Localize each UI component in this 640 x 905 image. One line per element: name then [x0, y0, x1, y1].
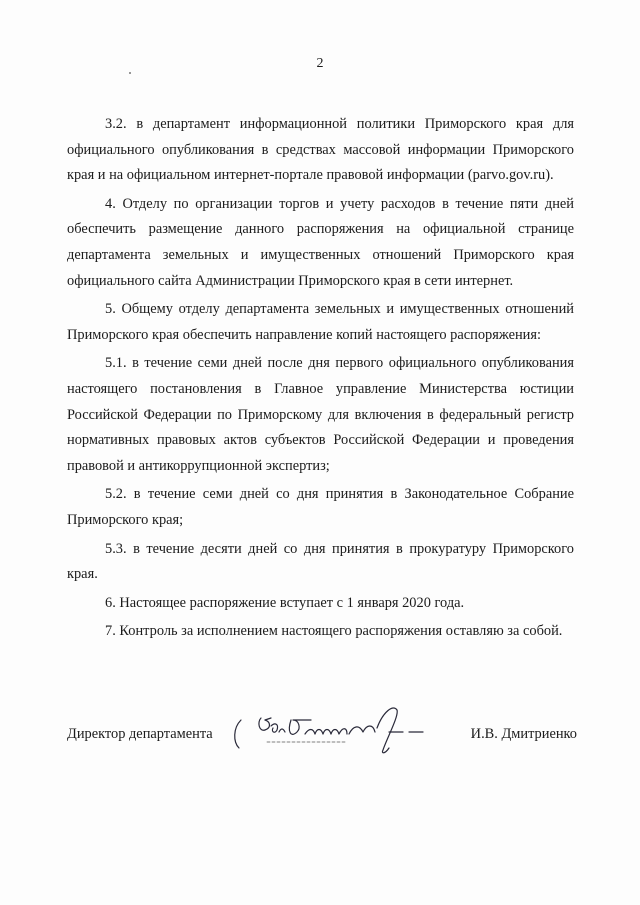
paragraph-4: 4. Отделу по организации торгов и учету расходов в течение пяти дней обеспечить размещение данного распоряжения на официальной странице департамента земельных и имущественных отношений Приморского края официального сайта Администрации Приморского края в сети интернет. [67, 195, 574, 289]
paragraph-5-2: 5.2. в течение семи дней со дня принятия в Законодательное Собрание Приморского края; [67, 486, 574, 528]
paragraph-5: 5. Общему отделу департамента земельных и имущественных отношений Приморского края обеспечить направление копий настоящего распоряжения: [67, 301, 574, 343]
paragraph-3-2: 3.2. в департамент информационной политики Приморского края для официального опубликования в средствах массовой информации Приморского края и на официальном интернет-портале правовой информации (parvo.gov.ru). [67, 116, 574, 184]
signatory-title: Директор департамента [67, 726, 213, 742]
handwritten-signature-icon [227, 698, 437, 768]
signatory-name: И.В. Дмитриенко [470, 726, 577, 742]
signature-block [67, 716, 577, 766]
paragraph-7: 7. Контроль за исполнением настоящего распоряжения оставляю за собой. [105, 623, 563, 640]
paragraph-6: 6. Настоящее распоряжение вступает с 1 января 2020 года. [105, 594, 465, 611]
document-body [67, 112, 574, 648]
paragraph-5-3: 5.3. в течение десяти дней со дня принятия в прокуратуру Приморского края. [67, 540, 574, 583]
page-number: 2 [316, 56, 324, 71]
paragraph-5-1: 5.1. в течение семи дней после дня первого официального опубликования настоящего постановления в Главное управление Министерства юстиции Российской Федерации по Приморскому для включения в федеральный регистр нормативных правовых актов субъектов Российской Федерации и проведения правовой и антикоррупционной экспертиз; [67, 355, 574, 474]
scan-speck [129, 72, 131, 74]
